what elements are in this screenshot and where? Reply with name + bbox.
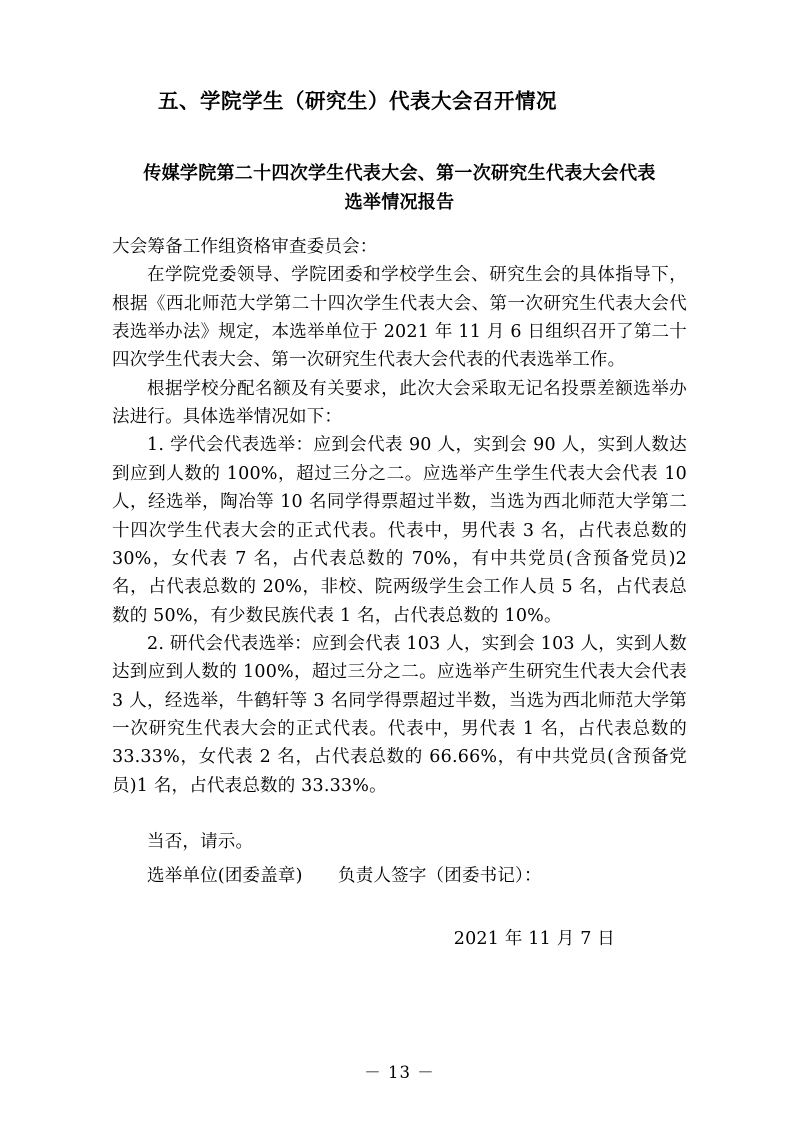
signature-line: 选举单位(团委盖章) 负责人签字（团委书记）：: [147, 866, 542, 887]
closing-block: [112, 828, 687, 953]
date-line: 2021 年 11 月 7 日: [453, 928, 615, 949]
document-title-line-1: 传媒学院第二十四次学生代表大会、第一次研究生代表大会代表: [143, 162, 656, 184]
document-title-line-2: 选举情况报告: [344, 191, 455, 213]
document-title: [130, 159, 669, 217]
body-paragraph-1: 在学院党委领导、学院团委和学校学生会、研究生会的具体指导下，根据《西北师范大学第二十四次学生代表大会、第一次研究生代表大会代表选举办法》规定，本选举单位于 2021 年 11 月 6 日组织召开了第二十四次学生代表大会、第一次研究生代表大会代表的代表选举工作。: [112, 265, 687, 371]
body-paragraph-2: 根据学校分配名额及有关要求，此次大会采取无记名投票差额选举办法进行。具体选举情况如下：: [112, 378, 687, 428]
page-number: － 13 －: [364, 1063, 435, 1082]
body-paragraph-3: 1. 学代会代表选举：应到会代表 90 人，实到会 90 人，实到人数达到应到人数的 100%，超过三分之二。应选举产生学生代表大会代表 10 人，经选举，陶冶等 10 名同学得票超过半数，当选为西北师范大学第二十四次学生代表大会的正式代表。代表中，男代表 3 名，占代表总数的 30%，女代表 7 名，占代表总数的 70%，有中共党员(含预备党员)2 名，占代表总数的 20%，非校、院两级学生会工作人员 5 名，占代表总数的 50%，有少数民族代表 1 名，占代表总数的 10%。: [112, 435, 688, 626]
addressee-line: 大会筹备工作组资格审查委员会：: [112, 237, 378, 258]
closing-line: 当否，请示。: [147, 831, 254, 852]
section-heading: 五、学院学生（研究生）代表大会召开情况: [158, 89, 557, 113]
body-paragraph-4: 2. 研代会代表选举：应到会代表 103 人，实到会 103 人，实到人数达到应到人数的 100%，超过三分之二。应选举产生研究生代表大会代表 3 人，经选举，牛鹤轩等 3 名同学得票超过半数，当选为西北师范大学第一次研究生代表大会的正式代表。代表中，男代表 1 名，占代表总数的 33.33%，女代表 2 名，占代表总数的 66.66%，有中共党员(含预备党员)1 名，占代表总数的 33.33%。: [112, 633, 687, 796]
